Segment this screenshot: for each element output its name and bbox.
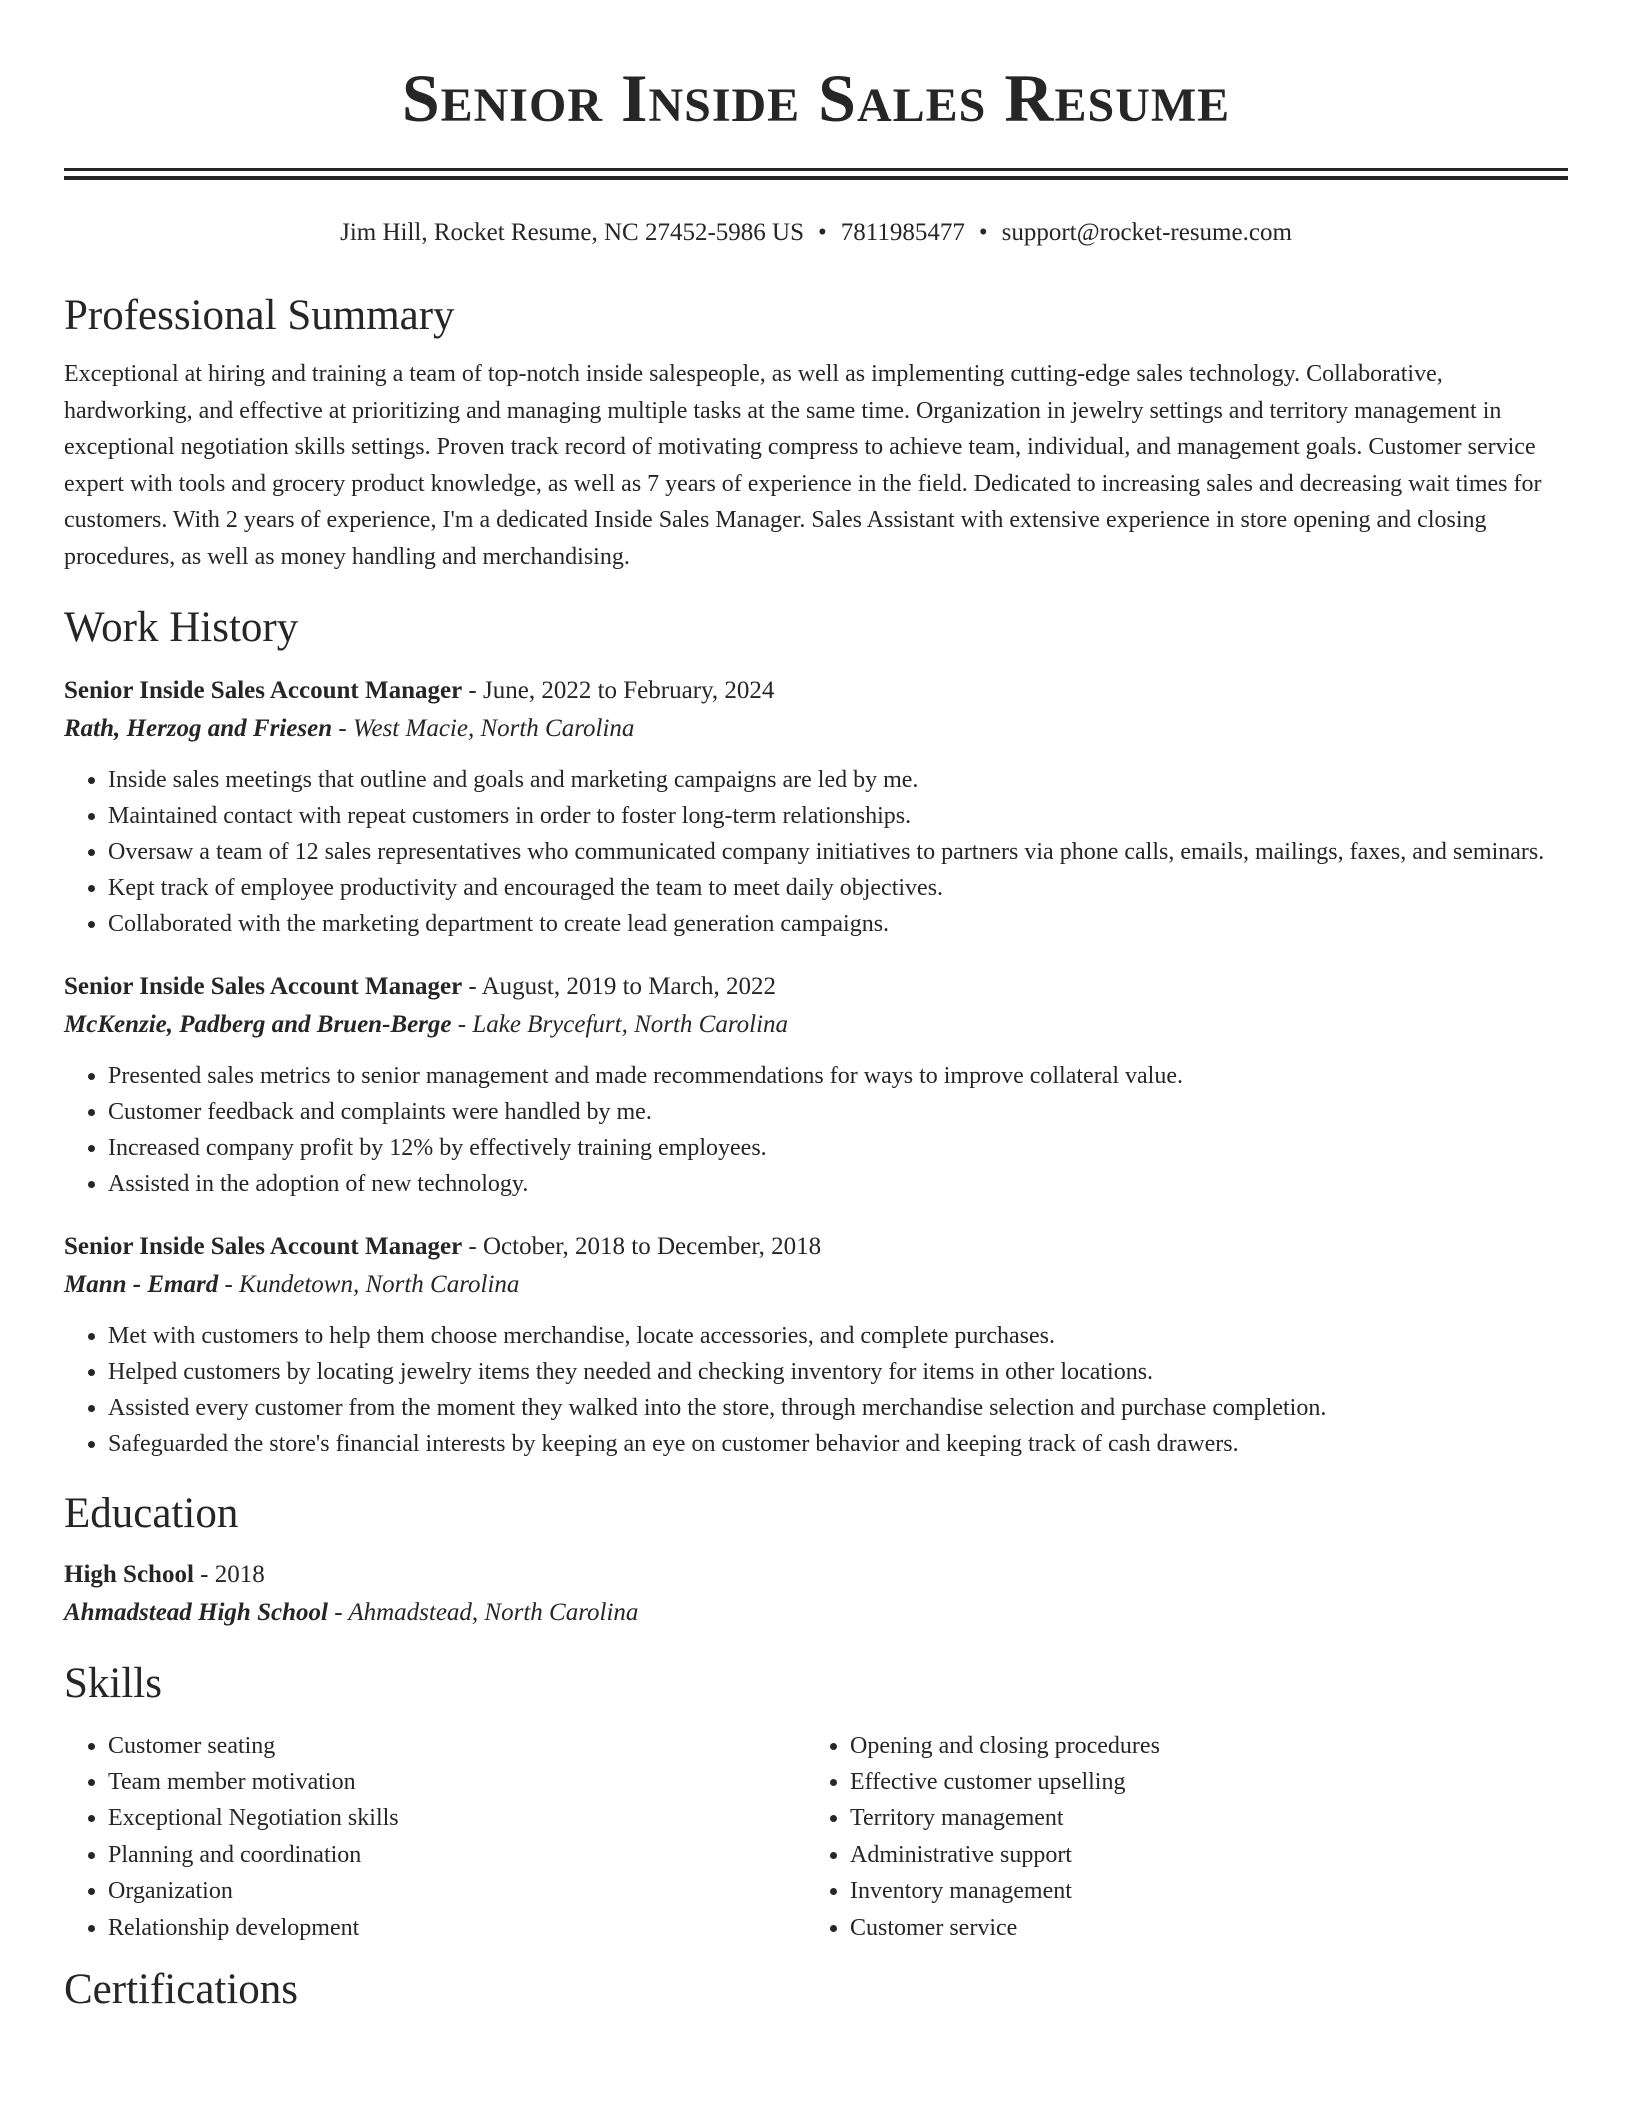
education-heading: Education xyxy=(64,1489,239,1537)
skill-item: • Relationship development xyxy=(108,1910,806,1946)
title-divider xyxy=(64,168,1568,180)
job-title-line xyxy=(64,1228,1568,1266)
job-location: West Macie, North Carolina xyxy=(352,714,635,742)
job-dash: - xyxy=(462,676,483,704)
work-history-heading: Work History xyxy=(64,603,299,651)
job-bullet: • Assisted every customer from the moment they walked into the store, through merchandise selection and purchase completion. xyxy=(108,1390,1568,1426)
skills-column-right xyxy=(806,1728,1548,1946)
job-dates: August, 2019 to March, 2022 xyxy=(481,972,777,1000)
job-role: Senior Inside Sales Account Manager xyxy=(64,676,463,704)
education-school-line xyxy=(64,1594,1568,1632)
job-location: Kundetown, North Carolina xyxy=(239,1270,520,1298)
summary-text: Exceptional at hiring and training a team of top-notch inside salespeople, as well as implementing cutting-edge sales technology. Collaborative, hardworking, and effective at prioritizing and managing multiple tasks at the same time. Organization in jewelry settings and territory management in exceptional negotiation skills settings. Proven track record of motivating compress to achieve team, individual, and management goals. Customer service expert with tools and grocery product knowledge, as well as 7 years of experience in the field. Dedicated to increasing sales and decreasing wait times for customers. With 2 years of experience, I'm a dedicated Inside Sales Manager. Sales Assistant with extensive experience in store opening and closing procedures, as well as money handling and merchandising. xyxy=(64,361,1542,570)
job-bullet: • Presented sales metrics to senior management and made recommendations for ways to improve collateral value. xyxy=(108,1058,1568,1094)
skill-item: • Territory management xyxy=(850,1800,1548,1836)
job-company: Mann - Emard xyxy=(64,1270,219,1298)
job-bullet: • Oversaw a team of 12 sales representatives who communicated company initiatives to partners via phone calls, emails, mailings, faxes, and seminars. xyxy=(108,834,1568,870)
resume-page xyxy=(64,0,1568,2018)
job-entry xyxy=(64,672,1568,942)
job-location: Lake Brycefurt, North Carolina xyxy=(472,1010,789,1038)
contact-email: support@rocket-resume.com xyxy=(1001,219,1292,246)
education-degree: High School xyxy=(64,1560,194,1588)
job-dash: - xyxy=(451,1010,473,1038)
job-dates: June, 2022 to February, 2024 xyxy=(483,676,775,704)
job-entry xyxy=(64,1228,1568,1462)
education-entry xyxy=(64,1556,1568,1632)
job-bullets xyxy=(64,1318,1568,1462)
education-degree-line xyxy=(64,1556,1568,1594)
job-bullet: • Customer feedback and complaints were handled by me. xyxy=(108,1094,1568,1130)
job-company-line xyxy=(64,1006,1568,1044)
job-bullet: • Met with customers to help them choose merchandise, locate accessories, and complete purchases. xyxy=(108,1318,1568,1354)
job-dash: - xyxy=(332,714,353,742)
job-dash: - xyxy=(462,972,482,1000)
contact-line xyxy=(64,216,1568,250)
resume-title: Senior Inside Sales Resume xyxy=(401,60,1231,136)
skill-item: • Exceptional Negotiation skills xyxy=(108,1800,806,1836)
job-dash: - xyxy=(218,1270,240,1298)
skill-item: • Organization xyxy=(108,1873,806,1909)
summary-heading: Professional Summary xyxy=(64,292,455,339)
education-dash: - xyxy=(193,1560,215,1588)
skill-item: • Planning and coordination xyxy=(108,1837,806,1873)
contact-address: Jim Hill, Rocket Resume, NC 27452-5986 US xyxy=(340,219,804,246)
job-bullets xyxy=(64,1058,1568,1202)
job-bullet: • Assisted in the adoption of new technology. xyxy=(108,1166,1568,1202)
job-title-line xyxy=(64,968,1568,1006)
job-dash: - xyxy=(462,1232,483,1260)
job-role: Senior Inside Sales Account Manager xyxy=(64,972,463,1000)
job-bullet: • Collaborated with the marketing department to create lead generation campaigns. xyxy=(108,906,1568,942)
skill-item: • Team member motivation xyxy=(108,1764,806,1800)
skill-item: • Effective customer upselling xyxy=(850,1764,1548,1800)
job-entry xyxy=(64,968,1568,1202)
job-dates: October, 2018 to December, 2018 xyxy=(483,1232,822,1260)
job-bullet: • Inside sales meetings that outline and goals and marketing campaigns are led by me. xyxy=(108,762,1568,798)
education-year: 2018 xyxy=(214,1560,265,1588)
skills-heading: Skills xyxy=(64,1659,162,1707)
job-company: McKenzie, Padberg and Bruen-Berge xyxy=(64,1010,452,1038)
skills-column-left xyxy=(64,1728,806,1946)
education-school: Ahmadstead High School xyxy=(64,1598,328,1626)
contact-separator: • xyxy=(817,219,827,246)
skill-item: • Customer seating xyxy=(108,1728,806,1764)
skills-list xyxy=(64,1728,1568,1946)
skill-item: • Administrative support xyxy=(850,1837,1548,1873)
job-bullets xyxy=(64,762,1568,942)
job-company-line xyxy=(64,710,1568,748)
certifications-heading: Certifications xyxy=(64,1966,299,2013)
job-bullet: • Maintained contact with repeat customers in order to foster long-term relationships. xyxy=(108,798,1568,834)
job-bullet: • Helped customers by locating jewelry items they needed and checking inventory for items in other locations. xyxy=(108,1354,1568,1390)
job-company-line xyxy=(64,1266,1568,1304)
job-company: Rath, Herzog and Friesen xyxy=(64,714,333,742)
job-title-line xyxy=(64,672,1568,710)
skill-item: • Inventory management xyxy=(850,1873,1548,1909)
skill-item: • Opening and closing procedures xyxy=(850,1728,1548,1764)
education-dash: - xyxy=(327,1598,349,1626)
contact-separator: • xyxy=(978,219,988,246)
job-bullet: • Increased company profit by 12% by effectively training employees. xyxy=(108,1130,1568,1166)
job-bullet: • Safeguarded the store's financial interests by keeping an eye on customer behavior and keeping track of cash drawers. xyxy=(108,1426,1568,1462)
education-location: Ahmadstead, North Carolina xyxy=(348,1598,639,1626)
contact-phone: 7811985477 xyxy=(840,219,965,246)
job-bullet: • Kept track of employee productivity and encouraged the team to meet daily objectives. xyxy=(108,870,1568,906)
skill-item: • Customer service xyxy=(850,1910,1548,1946)
job-role: Senior Inside Sales Account Manager xyxy=(64,1232,463,1260)
